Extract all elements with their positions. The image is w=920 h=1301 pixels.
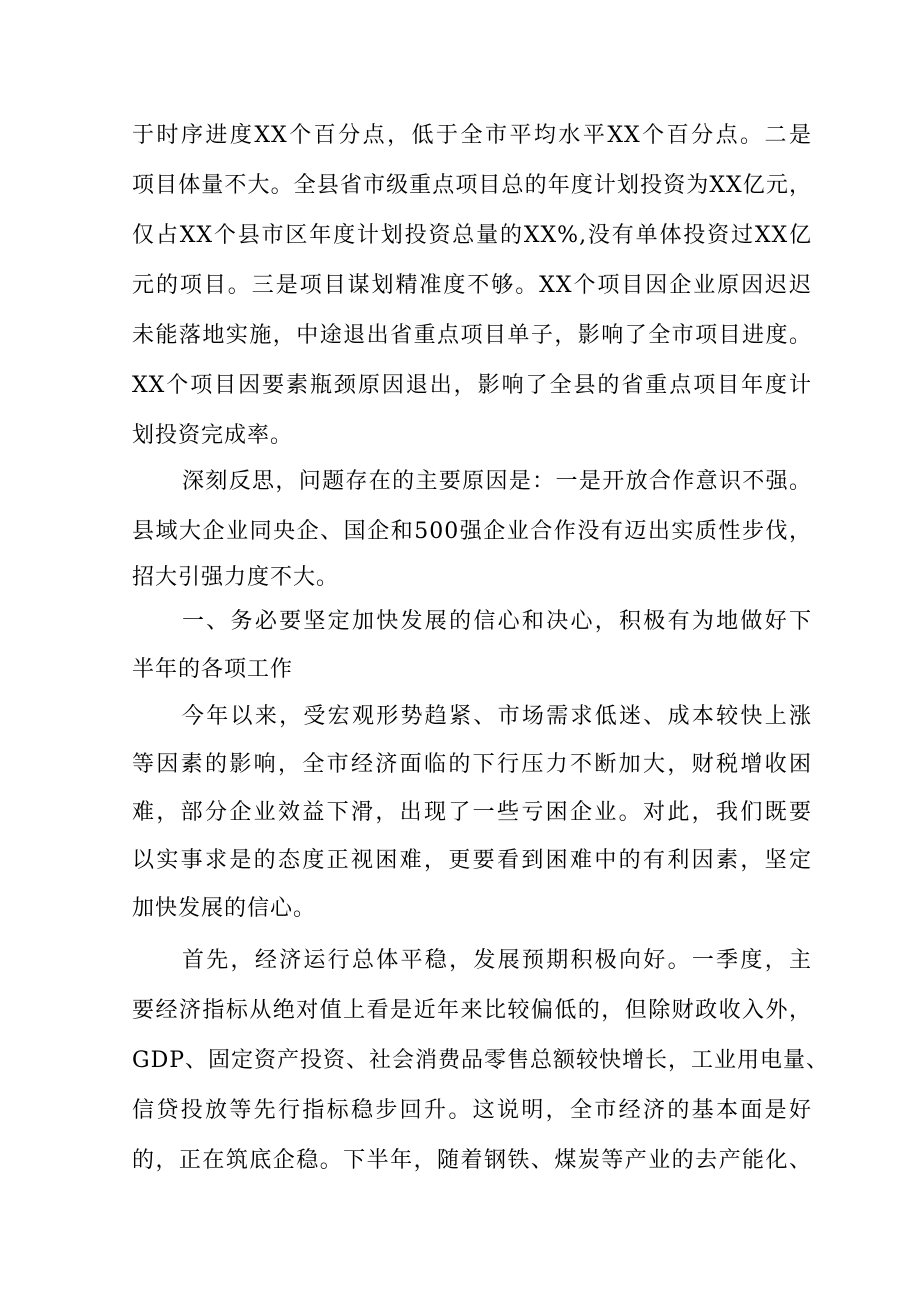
text-line: 元的项目。三是项目谋划精准度不够。XX个项目因企业原因迟迟 bbox=[132, 273, 812, 298]
text-line: 难，部分企业效益下滑，出现了一些亏困企业。对此，我们既要 bbox=[132, 800, 812, 825]
text-line: 未能落地实施，中途退出省重点项目单子，影响了全市项目进度。 bbox=[132, 323, 812, 348]
text-line: 加快发展的信心。 bbox=[132, 896, 317, 921]
text-line: XX个项目因要素瓶颈原因退出，影响了全县的省重点项目年度计 bbox=[132, 373, 812, 398]
text-line: 项目体量不大。全县省市级重点项目总的年度计划投资为XX亿元， bbox=[132, 173, 812, 198]
text-line: 划投资完成率。 bbox=[132, 423, 294, 448]
paragraph-first-line: 深刻反思，问题存在的主要原因是：一是开放合作意识不强。 bbox=[182, 469, 812, 494]
text-line: GDP、固定资产投资、社会消费品零售总额较快增长，工业用电量、 bbox=[132, 1048, 830, 1073]
text-line: 信贷投放等先行指标稳步回升。这说明，全市经济的基本面是好 bbox=[132, 1098, 812, 1123]
text-line: 于时序进度XX个百分点，低于全市平均水平XX个百分点。二是 bbox=[132, 123, 812, 148]
text-line: 的，正在筑底企稳。下半年，随着钢铁、煤炭等产业的去产能化、 bbox=[132, 1148, 812, 1173]
section-heading-line: 一、务必要坚定加快发展的信心和决心，积极有为地做好下 bbox=[182, 609, 812, 634]
text-line: 仅占XX个县市区年度计划投资总量的XX%,没有单体投资过XX亿 bbox=[132, 223, 812, 248]
text-line: 要经济指标从绝对值上看是近年来比较偏低的，但除财政收入外， bbox=[132, 998, 812, 1023]
paragraph-first-line: 今年以来，受宏观形势趋紧、市场需求低迷、成本较快上涨 bbox=[182, 704, 812, 729]
section-heading-line: 半年的各项工作 bbox=[132, 657, 294, 682]
text-line: 以实事求是的态度正视困难，更要看到困难中的有利因素，坚定 bbox=[132, 848, 812, 873]
text-line: 县域大企业同央企、国企和500强企业合作没有迈出实质性步伐， bbox=[132, 519, 812, 544]
text-line: 招大引强力度不大。 bbox=[132, 565, 340, 590]
text-line: 等因素的影响，全市经济面临的下行压力不断加大，财税增收困 bbox=[132, 752, 812, 777]
paragraph-first-line: 首先，经济运行总体平稳，发展预期积极向好。一季度，主 bbox=[182, 948, 812, 973]
